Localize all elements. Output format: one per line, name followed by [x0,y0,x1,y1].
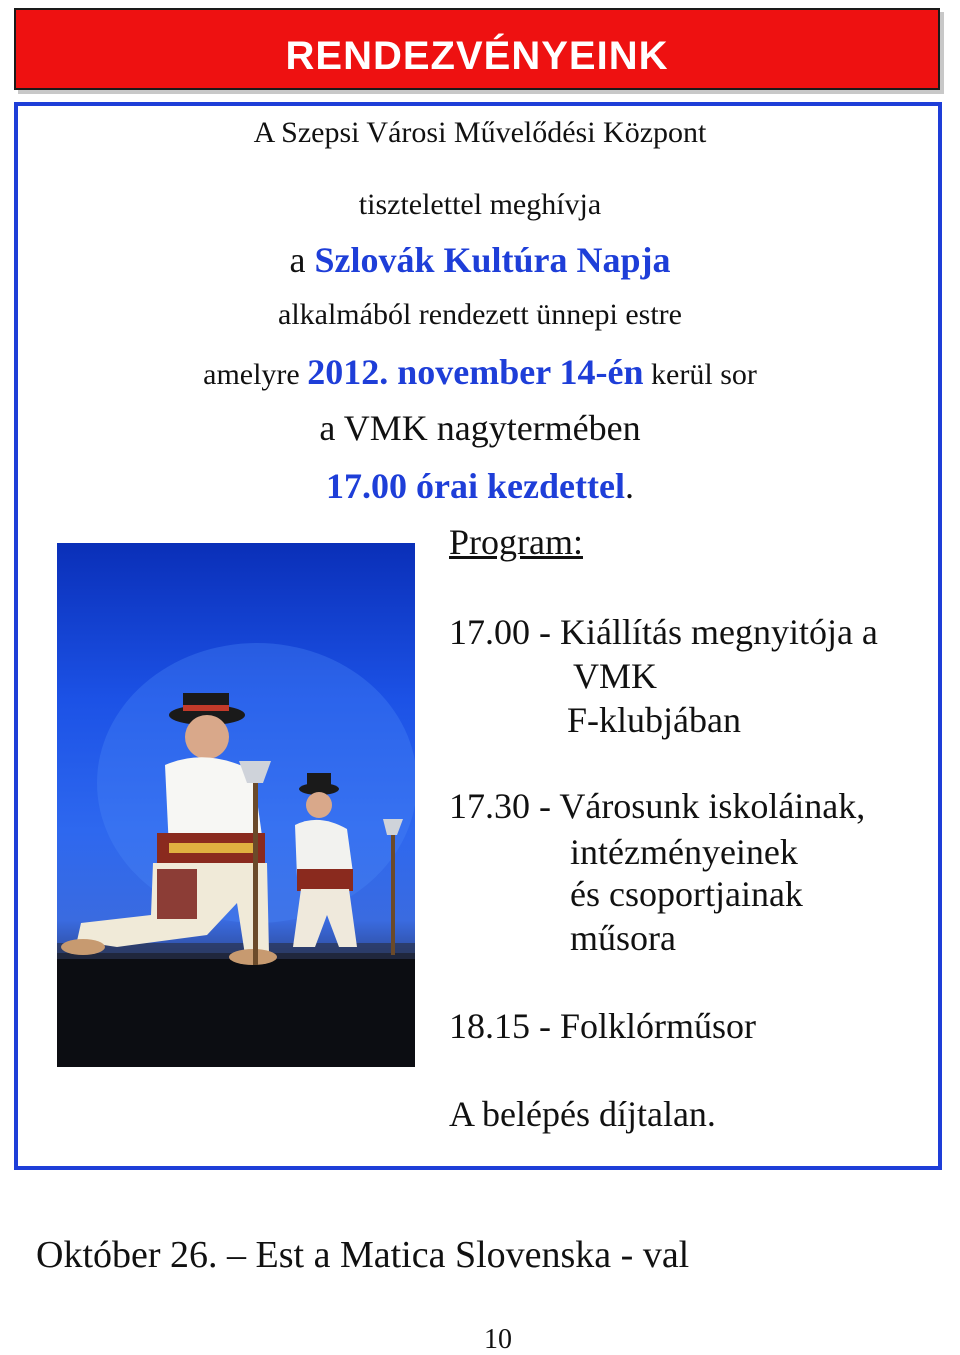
date-prefix: amelyre [203,358,308,391]
date-suffix: kerül sor [643,358,757,391]
start-time-suffix: . [624,466,634,506]
folk-dancers-photo [57,543,415,1067]
program-item-1-line3: F-klubjában [567,700,741,740]
organizer-line: A Szepsi Városi Művelődési Központ [253,116,707,149]
program-item-2-line2: intézményeinek [570,832,798,872]
admission-note: A belépés díjtalan. [449,1094,716,1134]
program-item-2-time: 17.30 - Városunk iskoláinak, [449,786,866,826]
occasion-line: alkalmából rendezett ünnepi estre [278,298,682,331]
program-item-2-line3: és csoportjainak [570,874,803,914]
start-time: 17.00 órai kezdettel [326,466,625,506]
invite-line: tisztelettel meghívja [358,188,602,221]
venue-line: a VMK nagytermében [319,408,641,448]
dancers-illustration [57,543,415,1067]
page-number: 10 [484,1324,512,1355]
program-heading: Program: [449,522,583,562]
program-item-3-time: 18.15 - Folklórműsor [449,1006,757,1046]
title-banner [14,8,940,90]
event-name-line [0,242,960,278]
event-name-prefix: a [289,240,315,280]
banner-title: RENDEZVÉNYEINK [285,34,669,78]
next-event-heading: Október 26. – Est a Matica Slovenska - val [36,1234,690,1276]
event-name: Szlovák Kultúra Napja [314,240,671,280]
program-item-2-line4: műsora [570,918,676,958]
date-line [0,354,960,390]
program-item-1-line2: VMK [573,656,658,696]
event-date: 2012. november 14-én [307,352,644,392]
program-item-1-time: 17.00 - Kiállítás megnyitója a [449,612,878,652]
start-time-line [0,468,960,504]
